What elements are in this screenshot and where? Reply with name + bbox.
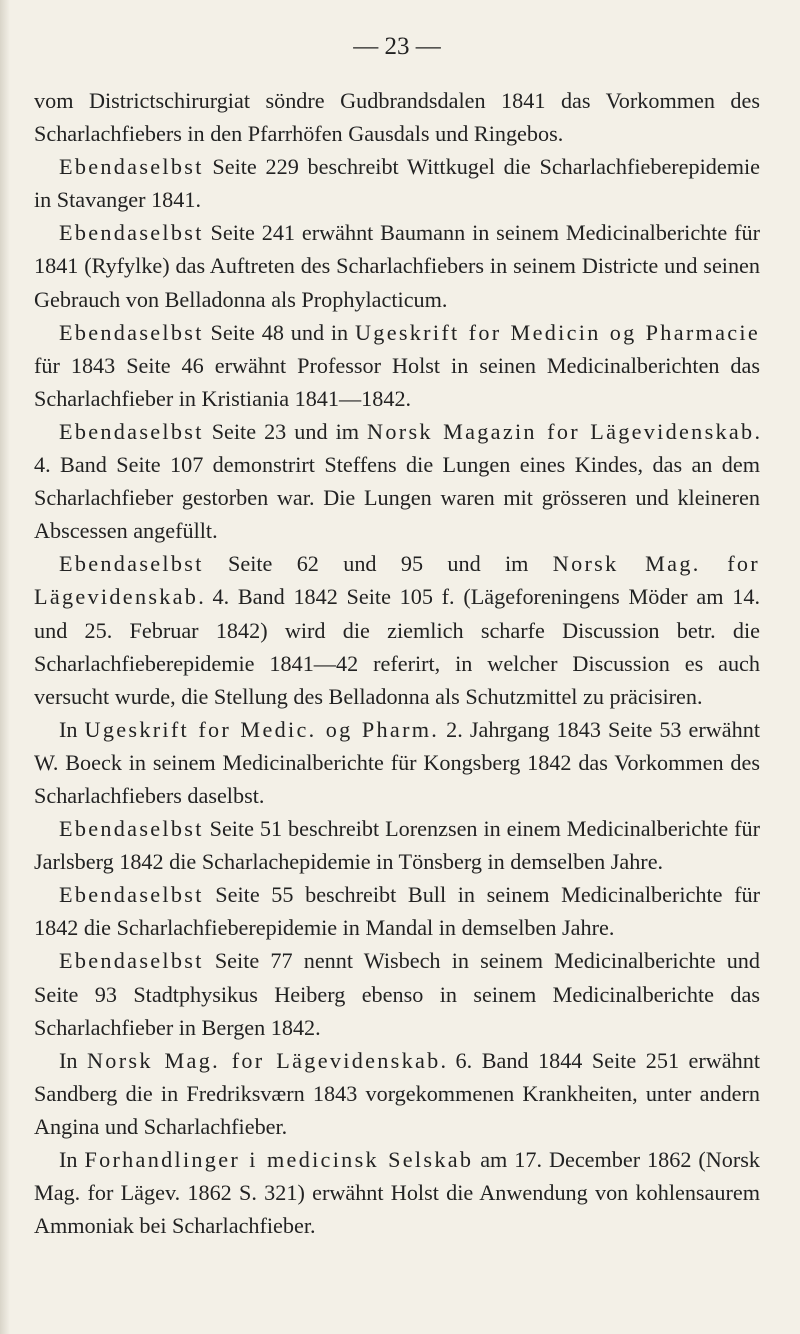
paragraph-text: . 6. Band 1844 Seite 251 erwähnt Sandberg die in Fredriksværn 1843 vorgekommenen Krankheiten, unter andern Angina und Scharlachfieber. [34,1047,760,1139]
paragraph-text: Seite 55 beschreibt Bull in seinem Medicinalberichte für 1842 die Scharlachfieberepidemie in Mandal in demselben Jahre. [34,882,760,941]
spaced-reference: Forhandlinger i medicinsk Selskab [84,1147,474,1172]
paragraph [34,84,760,150]
paragraph [34,713,760,812]
paragraph [34,316,760,415]
spaced-reference: Ebendaselbst [59,319,204,345]
spaced-reference: Ebendaselbst [59,154,204,180]
paragraph-text: Seite 48 und in [203,319,355,345]
spaced-reference: Norsk Mag. for Lägevidenskab [34,551,760,610]
paragraph [34,415,760,547]
page-edge-shadow [0,0,10,1334]
paragraph-text: . 4. Band Seite 107 demonstrirt Steffens die Lungen eines Kindes, das an dem Scharlachfieber gestorben war. Die Lungen waren mit grösseren und kleineren Abscessen angefüllt. [34,418,760,544]
paragraph-text: . 4. Band 1842 Seite 105 f. (Lägeforeningens Möder am 14. und 25. Februar 1842) wird die ziemlich scharfe Discussion betr. die Scharlachfieberepidemie 1841—42 referirt, in welcher Discussion es auch versucht wurde, die Stellung des Belladonna als Schutzmittel zu präcisiren. [34,584,760,709]
paragraph-text: am 17. December 1862 (Norsk Mag. for Lägev. 1862 S. 321) erwähnt Holst die Anwendung von kohlensaurem Ammoniak bei Scharlachfieber. [34,1147,760,1239]
spaced-reference: Ebendaselbst [59,948,204,974]
spaced-reference: Ugeskrift for Medicin og Pharmacie [354,319,760,345]
spaced-reference: Ebendaselbst [59,816,204,842]
paragraph-text: vom Districtschirurgiat söndre Gudbrandsdalen 1841 das Vorkommen des Scharlachfiebers in den Pfarrhöfen Gausdals und Ringebos. [34,88,760,147]
spaced-reference: Norsk Magazin for Lägevidenskab [367,418,755,444]
paragraph-text: In [59,1147,85,1172]
paragraph [34,878,760,944]
paragraph-text: Seite 229 beschreibt Wittkugel die Scharlachfieberepidemie in Stavanger 1841. [34,154,760,213]
paragraph-text: In [59,716,85,742]
paragraph [34,812,760,878]
paragraph-text: In [59,1047,87,1073]
paragraph [34,216,760,315]
spaced-reference: Norsk Mag. for Lägevidenskab [86,1047,441,1073]
page-number: — 23 — [353,33,441,60]
spaced-reference: Ugeskrift for Medic. og Pharm. [84,716,440,742]
paragraph-text: für 1843 Seite 46 erwähnt Professor Holst in seinen Medicinalberichten das Scharlachfieber in Kristiania 1841—1842. [34,352,760,411]
paragraph-text: 2. Jahrgang 1843 Seite 53 erwähnt W. Boeck in seinem Medicinalberichte für Kongsberg 1842 das Vorkommen des Scharlachfiebers daselbst. [34,716,760,808]
paragraph-text: Seite 241 erwähnt Baumann in seinem Medicinalberichte für 1841 (Ryfylke) das Auftreten des Scharlachfiebers in seinem Districte und seinen Gebrauch von Belladonna als Prophylacticum. [34,220,760,312]
paragraph [34,547,760,712]
paragraph [34,1044,760,1143]
paragraph [34,150,760,216]
spaced-reference: Ebendaselbst [59,220,204,246]
spaced-reference: Ebendaselbst [59,882,204,908]
spaced-reference: Ebendaselbst [59,551,204,577]
paragraph-text: Seite 62 und 95 und im [203,551,553,577]
paragraph-text: Seite 51 beschreibt Lorenzsen in einem Medicinalberichte für Jarlsberg 1842 die Scharlachepidemie in Tönsberg in demselben Jahre. [34,816,760,875]
spaced-reference: Ebendaselbst [59,418,204,444]
paragraph [34,1143,760,1242]
paragraph-text: Seite 77 nennt Wisbech in seinem Medicinalberichte und Seite 93 Stadtphysikus Heiberg ebenso in seinem Medicinalberichte das Scharlachfieber in Bergen 1842. [34,948,760,1040]
paragraph-text: Seite 23 und im [203,418,368,444]
body-text [34,84,760,1242]
paragraph [34,944,760,1043]
